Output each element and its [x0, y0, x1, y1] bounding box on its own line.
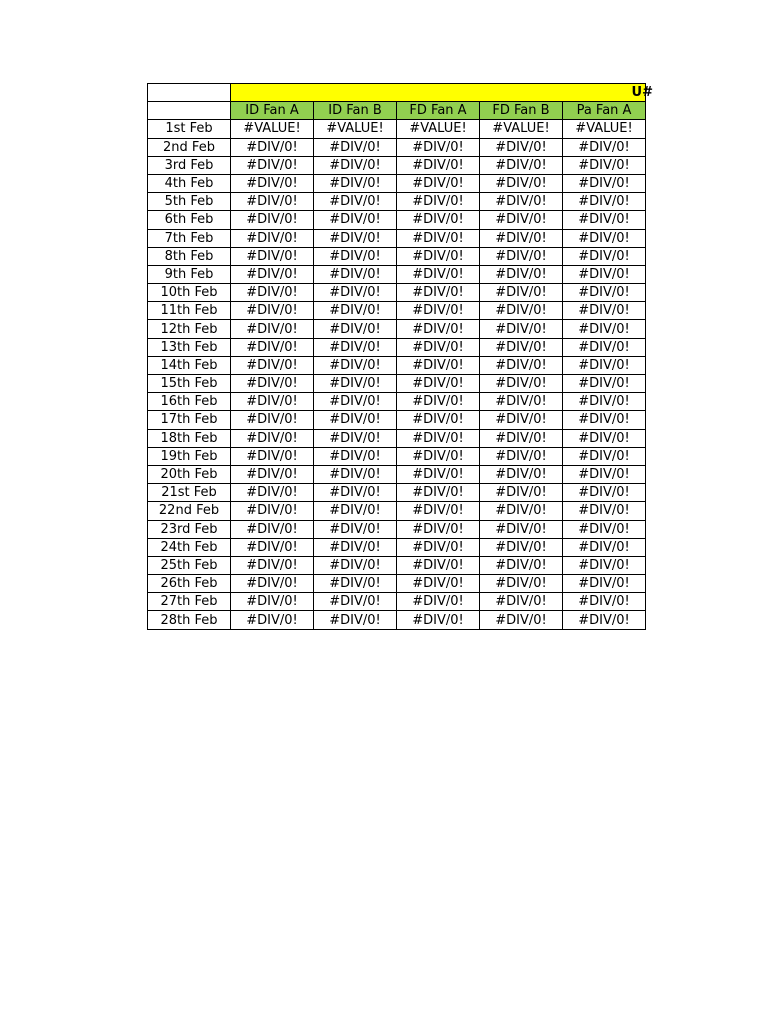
- value-cell[interactable]: #DIV/0!: [563, 375, 646, 393]
- table-row: [148, 375, 646, 393]
- value-cell[interactable]: #DIV/0!: [314, 174, 397, 192]
- value-cell[interactable]: #DIV/0!: [563, 593, 646, 611]
- value-cell[interactable]: #DIV/0!: [563, 465, 646, 483]
- table-row: [148, 556, 646, 574]
- value-cell[interactable]: #DIV/0!: [397, 265, 480, 283]
- value-cell[interactable]: #VALUE!: [314, 120, 397, 138]
- value-cell[interactable]: #DIV/0!: [314, 338, 397, 356]
- table-row: [148, 393, 646, 411]
- value-cell[interactable]: #DIV/0!: [480, 156, 563, 174]
- value-cell[interactable]: #DIV/0!: [397, 375, 480, 393]
- value-cell[interactable]: #DIV/0!: [314, 593, 397, 611]
- column-header-id-fan-a: ID Fan A: [231, 102, 314, 120]
- value-cell[interactable]: #DIV/0!: [314, 484, 397, 502]
- table-row: [148, 247, 646, 265]
- value-cell[interactable]: #DIV/0!: [231, 375, 314, 393]
- column-header-pa-fan-a: Pa Fan A: [563, 102, 646, 120]
- date-cell[interactable]: 23rd Feb: [148, 520, 231, 538]
- date-cell[interactable]: 26th Feb: [148, 575, 231, 593]
- value-cell[interactable]: #DIV/0!: [231, 338, 314, 356]
- value-cell[interactable]: #DIV/0!: [563, 538, 646, 556]
- value-cell[interactable]: #DIV/0!: [563, 138, 646, 156]
- value-cell[interactable]: #DIV/0!: [480, 211, 563, 229]
- table-row: [148, 156, 646, 174]
- value-cell[interactable]: #DIV/0!: [397, 138, 480, 156]
- value-cell[interactable]: #DIV/0!: [563, 484, 646, 502]
- value-cell[interactable]: #DIV/0!: [480, 393, 563, 411]
- table-row: [148, 265, 646, 283]
- value-cell[interactable]: #DIV/0!: [314, 247, 397, 265]
- value-cell[interactable]: #DIV/0!: [563, 156, 646, 174]
- value-cell[interactable]: #DIV/0!: [314, 502, 397, 520]
- date-cell[interactable]: 5th Feb: [148, 193, 231, 211]
- date-cell[interactable]: 9th Feb: [148, 265, 231, 283]
- value-cell[interactable]: #DIV/0!: [397, 429, 480, 447]
- value-cell[interactable]: #DIV/0!: [563, 356, 646, 374]
- value-cell[interactable]: #DIV/0!: [563, 284, 646, 302]
- column-header-fd-fan-a: FD Fan A: [397, 102, 480, 120]
- value-cell[interactable]: #DIV/0!: [314, 429, 397, 447]
- value-cell[interactable]: #DIV/0!: [231, 247, 314, 265]
- table-row: [148, 520, 646, 538]
- value-cell[interactable]: #DIV/0!: [397, 538, 480, 556]
- value-cell[interactable]: #DIV/0!: [231, 593, 314, 611]
- value-cell[interactable]: #DIV/0!: [231, 211, 314, 229]
- date-cell[interactable]: 4th Feb: [148, 174, 231, 192]
- fan-data-table: [147, 83, 653, 630]
- value-cell[interactable]: #DIV/0!: [563, 174, 646, 192]
- value-cell[interactable]: #DIV/0!: [397, 211, 480, 229]
- value-cell[interactable]: #DIV/0!: [314, 193, 397, 211]
- value-cell[interactable]: #DIV/0!: [480, 265, 563, 283]
- value-cell[interactable]: #DIV/0!: [314, 211, 397, 229]
- value-cell[interactable]: #DIV/0!: [563, 393, 646, 411]
- table-row: [148, 356, 646, 374]
- table-row: [148, 138, 646, 156]
- value-cell[interactable]: #VALUE!: [563, 120, 646, 138]
- value-cell[interactable]: #DIV/0!: [231, 229, 314, 247]
- value-cell[interactable]: #DIV/0!: [563, 338, 646, 356]
- value-cell[interactable]: #DIV/0!: [231, 174, 314, 192]
- date-cell[interactable]: 10th Feb: [148, 284, 231, 302]
- value-cell[interactable]: #DIV/0!: [231, 193, 314, 211]
- date-cell[interactable]: 11th Feb: [148, 302, 231, 320]
- value-cell[interactable]: #DIV/0!: [480, 174, 563, 192]
- value-cell[interactable]: #DIV/0!: [231, 429, 314, 447]
- value-cell[interactable]: #DIV/0!: [397, 247, 480, 265]
- column-header-fd-fan-b: FD Fan B: [480, 102, 563, 120]
- value-cell[interactable]: #DIV/0!: [397, 465, 480, 483]
- value-cell[interactable]: #DIV/0!: [397, 320, 480, 338]
- date-cell[interactable]: 2nd Feb: [148, 138, 231, 156]
- date-cell[interactable]: 15th Feb: [148, 375, 231, 393]
- table-row: [148, 575, 646, 593]
- value-cell[interactable]: #DIV/0!: [231, 465, 314, 483]
- date-cell[interactable]: 19th Feb: [148, 447, 231, 465]
- value-cell[interactable]: #DIV/0!: [397, 174, 480, 192]
- value-cell[interactable]: #DIV/0!: [231, 156, 314, 174]
- value-cell[interactable]: #DIV/0!: [480, 247, 563, 265]
- value-cell[interactable]: #DIV/0!: [314, 556, 397, 574]
- value-cell[interactable]: #DIV/0!: [480, 447, 563, 465]
- table-row: [148, 338, 646, 356]
- value-cell[interactable]: #DIV/0!: [480, 302, 563, 320]
- value-cell[interactable]: #DIV/0!: [397, 556, 480, 574]
- value-cell[interactable]: #DIV/0!: [563, 320, 646, 338]
- value-cell[interactable]: #DIV/0!: [480, 229, 563, 247]
- value-cell[interactable]: #DIV/0!: [480, 502, 563, 520]
- corner-cell-top: [148, 84, 231, 102]
- value-cell[interactable]: #DIV/0!: [397, 611, 480, 629]
- value-cell[interactable]: #DIV/0!: [231, 411, 314, 429]
- date-cell[interactable]: 7th Feb: [148, 229, 231, 247]
- value-cell[interactable]: #DIV/0!: [397, 593, 480, 611]
- value-cell[interactable]: #DIV/0!: [563, 211, 646, 229]
- value-cell[interactable]: #DIV/0!: [314, 538, 397, 556]
- value-cell[interactable]: #DIV/0!: [231, 484, 314, 502]
- value-cell[interactable]: #DIV/0!: [231, 356, 314, 374]
- date-cell[interactable]: 17th Feb: [148, 411, 231, 429]
- banner-cell: [231, 84, 653, 102]
- date-cell[interactable]: 16th Feb: [148, 393, 231, 411]
- table-row: [148, 429, 646, 447]
- value-cell[interactable]: #DIV/0!: [397, 302, 480, 320]
- banner-title: U#: [631, 85, 653, 101]
- value-cell[interactable]: #DIV/0!: [231, 447, 314, 465]
- date-cell[interactable]: 18th Feb: [148, 429, 231, 447]
- date-cell[interactable]: 28th Feb: [148, 611, 231, 629]
- value-cell[interactable]: #DIV/0!: [480, 320, 563, 338]
- value-cell[interactable]: #DIV/0!: [563, 302, 646, 320]
- value-cell[interactable]: #DIV/0!: [480, 193, 563, 211]
- value-cell[interactable]: #DIV/0!: [480, 138, 563, 156]
- value-cell[interactable]: #DIV/0!: [231, 320, 314, 338]
- date-cell[interactable]: 13th Feb: [148, 338, 231, 356]
- value-cell[interactable]: #DIV/0!: [397, 484, 480, 502]
- column-header-row: [148, 102, 646, 120]
- value-cell[interactable]: #VALUE!: [397, 120, 480, 138]
- value-cell[interactable]: #DIV/0!: [397, 502, 480, 520]
- date-cell[interactable]: 3rd Feb: [148, 156, 231, 174]
- value-cell[interactable]: #DIV/0!: [397, 447, 480, 465]
- value-cell[interactable]: #DIV/0!: [480, 411, 563, 429]
- value-cell[interactable]: #DIV/0!: [397, 393, 480, 411]
- value-cell[interactable]: #DIV/0!: [314, 393, 397, 411]
- value-cell[interactable]: #DIV/0!: [397, 575, 480, 593]
- value-cell[interactable]: #DIV/0!: [480, 375, 563, 393]
- table-row: [148, 320, 646, 338]
- value-cell[interactable]: #DIV/0!: [563, 520, 646, 538]
- column-header-id-fan-b: ID Fan B: [314, 102, 397, 120]
- value-cell[interactable]: #DIV/0!: [480, 338, 563, 356]
- value-cell[interactable]: #VALUE!: [231, 120, 314, 138]
- value-cell[interactable]: #DIV/0!: [314, 520, 397, 538]
- value-cell[interactable]: #DIV/0!: [480, 284, 563, 302]
- value-cell[interactable]: #DIV/0!: [231, 393, 314, 411]
- table-row: [148, 229, 646, 247]
- value-cell[interactable]: #DIV/0!: [231, 502, 314, 520]
- value-cell[interactable]: #DIV/0!: [480, 429, 563, 447]
- table-row: [148, 538, 646, 556]
- table-row: [148, 465, 646, 483]
- value-cell[interactable]: #DIV/0!: [563, 265, 646, 283]
- date-cell[interactable]: 1st Feb: [148, 120, 231, 138]
- date-cell[interactable]: 25th Feb: [148, 556, 231, 574]
- value-cell[interactable]: #DIV/0!: [314, 575, 397, 593]
- table-row: [148, 193, 646, 211]
- value-cell[interactable]: #DIV/0!: [314, 611, 397, 629]
- value-cell[interactable]: #DIV/0!: [231, 611, 314, 629]
- date-cell[interactable]: 27th Feb: [148, 593, 231, 611]
- value-cell[interactable]: #DIV/0!: [480, 593, 563, 611]
- value-cell[interactable]: #DIV/0!: [480, 611, 563, 629]
- date-cell[interactable]: 22nd Feb: [148, 502, 231, 520]
- date-cell[interactable]: 8th Feb: [148, 247, 231, 265]
- banner-row: [148, 84, 646, 102]
- value-cell[interactable]: #DIV/0!: [397, 411, 480, 429]
- value-cell[interactable]: #DIV/0!: [563, 447, 646, 465]
- value-cell[interactable]: #DIV/0!: [397, 156, 480, 174]
- value-cell[interactable]: #DIV/0!: [480, 556, 563, 574]
- value-cell[interactable]: #DIV/0!: [480, 520, 563, 538]
- table-row: [148, 211, 646, 229]
- table-row: [148, 302, 646, 320]
- corner-cell-header: [148, 102, 231, 120]
- date-cell[interactable]: 6th Feb: [148, 211, 231, 229]
- value-cell[interactable]: #DIV/0!: [314, 465, 397, 483]
- table-row: [148, 120, 646, 138]
- value-cell[interactable]: #DIV/0!: [314, 320, 397, 338]
- value-cell[interactable]: #DIV/0!: [397, 193, 480, 211]
- value-cell[interactable]: #DIV/0!: [563, 575, 646, 593]
- value-cell[interactable]: #DIV/0!: [314, 375, 397, 393]
- value-cell[interactable]: #DIV/0!: [480, 538, 563, 556]
- table-row: [148, 484, 646, 502]
- value-cell[interactable]: #DIV/0!: [397, 338, 480, 356]
- value-cell[interactable]: #DIV/0!: [563, 411, 646, 429]
- table-row: [148, 447, 646, 465]
- date-cell[interactable]: 14th Feb: [148, 356, 231, 374]
- value-cell[interactable]: #DIV/0!: [231, 538, 314, 556]
- value-cell[interactable]: #DIV/0!: [231, 556, 314, 574]
- table-row: [148, 593, 646, 611]
- value-cell[interactable]: #DIV/0!: [563, 502, 646, 520]
- value-cell[interactable]: #DIV/0!: [314, 284, 397, 302]
- value-cell[interactable]: #DIV/0!: [563, 556, 646, 574]
- value-cell[interactable]: #DIV/0!: [563, 229, 646, 247]
- value-cell[interactable]: #DIV/0!: [231, 520, 314, 538]
- value-cell[interactable]: #DIV/0!: [563, 429, 646, 447]
- date-cell[interactable]: 12th Feb: [148, 320, 231, 338]
- table-body: [148, 120, 646, 629]
- table-row: [148, 502, 646, 520]
- value-cell[interactable]: #DIV/0!: [397, 284, 480, 302]
- value-cell[interactable]: #DIV/0!: [314, 447, 397, 465]
- value-cell[interactable]: #DIV/0!: [397, 229, 480, 247]
- value-cell[interactable]: #DIV/0!: [480, 484, 563, 502]
- value-cell[interactable]: #DIV/0!: [231, 284, 314, 302]
- value-cell[interactable]: #DIV/0!: [231, 302, 314, 320]
- value-cell[interactable]: #DIV/0!: [231, 575, 314, 593]
- table-row: [148, 284, 646, 302]
- value-cell[interactable]: #DIV/0!: [231, 265, 314, 283]
- value-cell[interactable]: #DIV/0!: [314, 138, 397, 156]
- date-cell[interactable]: 20th Feb: [148, 465, 231, 483]
- value-cell[interactable]: #DIV/0!: [397, 520, 480, 538]
- table-row: [148, 611, 646, 629]
- value-cell[interactable]: #DIV/0!: [231, 138, 314, 156]
- value-cell[interactable]: #DIV/0!: [480, 465, 563, 483]
- value-cell[interactable]: #DIV/0!: [314, 356, 397, 374]
- table-row: [148, 411, 646, 429]
- value-cell[interactable]: #DIV/0!: [314, 302, 397, 320]
- value-cell[interactable]: #VALUE!: [480, 120, 563, 138]
- value-cell[interactable]: #DIV/0!: [480, 575, 563, 593]
- table-row: [148, 174, 646, 192]
- value-cell[interactable]: #DIV/0!: [314, 411, 397, 429]
- value-cell[interactable]: #DIV/0!: [314, 156, 397, 174]
- value-cell[interactable]: #DIV/0!: [314, 229, 397, 247]
- value-cell[interactable]: #DIV/0!: [397, 356, 480, 374]
- value-cell[interactable]: #DIV/0!: [480, 356, 563, 374]
- value-cell[interactable]: #DIV/0!: [314, 265, 397, 283]
- value-cell[interactable]: #DIV/0!: [563, 193, 646, 211]
- date-cell[interactable]: 24th Feb: [148, 538, 231, 556]
- value-cell[interactable]: #DIV/0!: [563, 611, 646, 629]
- value-cell[interactable]: #DIV/0!: [563, 247, 646, 265]
- spreadsheet-page: [147, 83, 653, 630]
- date-cell[interactable]: 21st Feb: [148, 484, 231, 502]
